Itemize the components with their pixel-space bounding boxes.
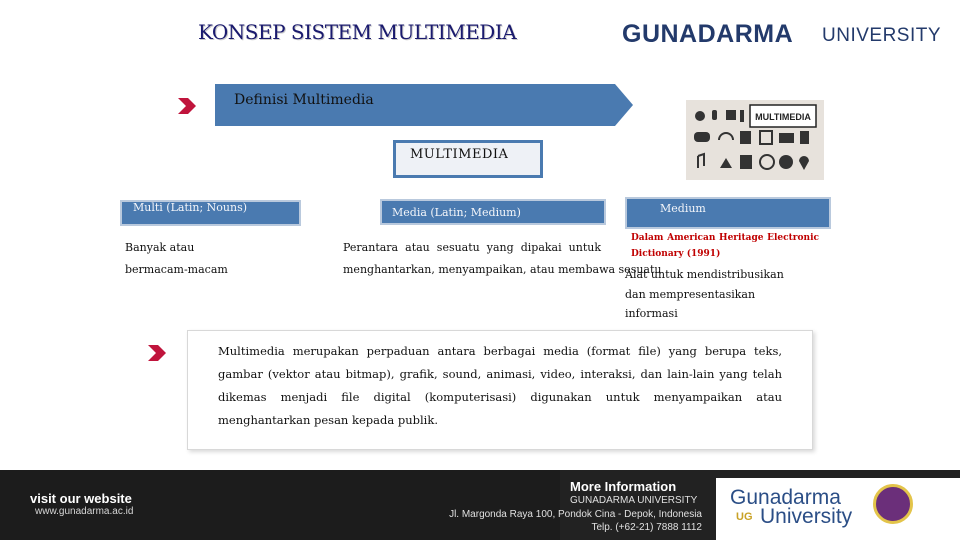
multi-definition-line2: bermacam-macam bbox=[125, 263, 228, 276]
slide-title: KONSEP SISTEM MULTIMEDIA bbox=[198, 20, 517, 44]
website-url[interactable]: www.gunadarma.ac.id bbox=[35, 506, 134, 517]
medium-definition-line3: informasi bbox=[625, 307, 678, 320]
footer-address: Jl. Margonda Raya 100, Pondok Cina - Depok, Indonesia bbox=[449, 509, 702, 520]
more-info-heading: More Information bbox=[570, 479, 677, 494]
section-heading: Definisi Multimedia bbox=[234, 92, 374, 108]
medium-source-line1: Dalam American Heritage Electronic bbox=[631, 233, 819, 243]
media-definition-line2: menghantarkan, menyampaikan, atau membawa sesuatu bbox=[343, 263, 662, 276]
media-label: Media (Latin; Medium) bbox=[392, 206, 521, 219]
summary-text: Multimedia merupakan perpaduan antara berbagai media (format file) yang berupa teks, gambar (vektor atau bitmap), grafik, sound, animasi, video, interaksi, dan lain-lain yang telah dikemas menjadi file digital (komputerisasi) digunakan untuk menyampaikan atau menghantarkan pesan kepada publik. bbox=[218, 344, 782, 427]
footer-logo-word2: University bbox=[760, 505, 853, 528]
visit-website-label: visit our website bbox=[30, 491, 132, 506]
brand-subtitle: UNIVERSITY bbox=[822, 25, 942, 46]
multimedia-illustration bbox=[686, 100, 824, 180]
footer-logo-word1: Gunadarma bbox=[730, 486, 841, 509]
multi-definition-line1: Banyak atau bbox=[125, 241, 195, 254]
illustration-label: MULTIMEDIA bbox=[755, 112, 811, 122]
brand-name: GUNADARMA bbox=[622, 20, 794, 48]
section-banner-tip bbox=[615, 84, 633, 126]
footer-university: GUNADARMA UNIVERSITY bbox=[570, 495, 698, 506]
university-seal-icon bbox=[873, 484, 913, 524]
chevron-right-icon bbox=[176, 96, 198, 116]
medium-source-line2: Dictionary (1991) bbox=[631, 249, 721, 259]
footer-phone: Telp. (+62-21) 7888 1112 bbox=[591, 522, 702, 533]
media-definition-line1: Perantara atau sesuatu yang dipakai untuk bbox=[343, 241, 601, 254]
medium-definition-line2: dan mempresentasikan bbox=[625, 288, 756, 301]
chevron-right-icon bbox=[146, 343, 168, 363]
footer-logo-ug: UG bbox=[736, 511, 753, 523]
medium-definition-line1: Alat untuk mendistribusikan bbox=[625, 268, 784, 281]
medium-label: Medium bbox=[660, 202, 706, 215]
multimedia-label: MULTIMEDIA bbox=[410, 147, 509, 162]
multi-label: Multi (Latin; Nouns) bbox=[133, 201, 248, 214]
medium-label-box bbox=[625, 197, 831, 229]
